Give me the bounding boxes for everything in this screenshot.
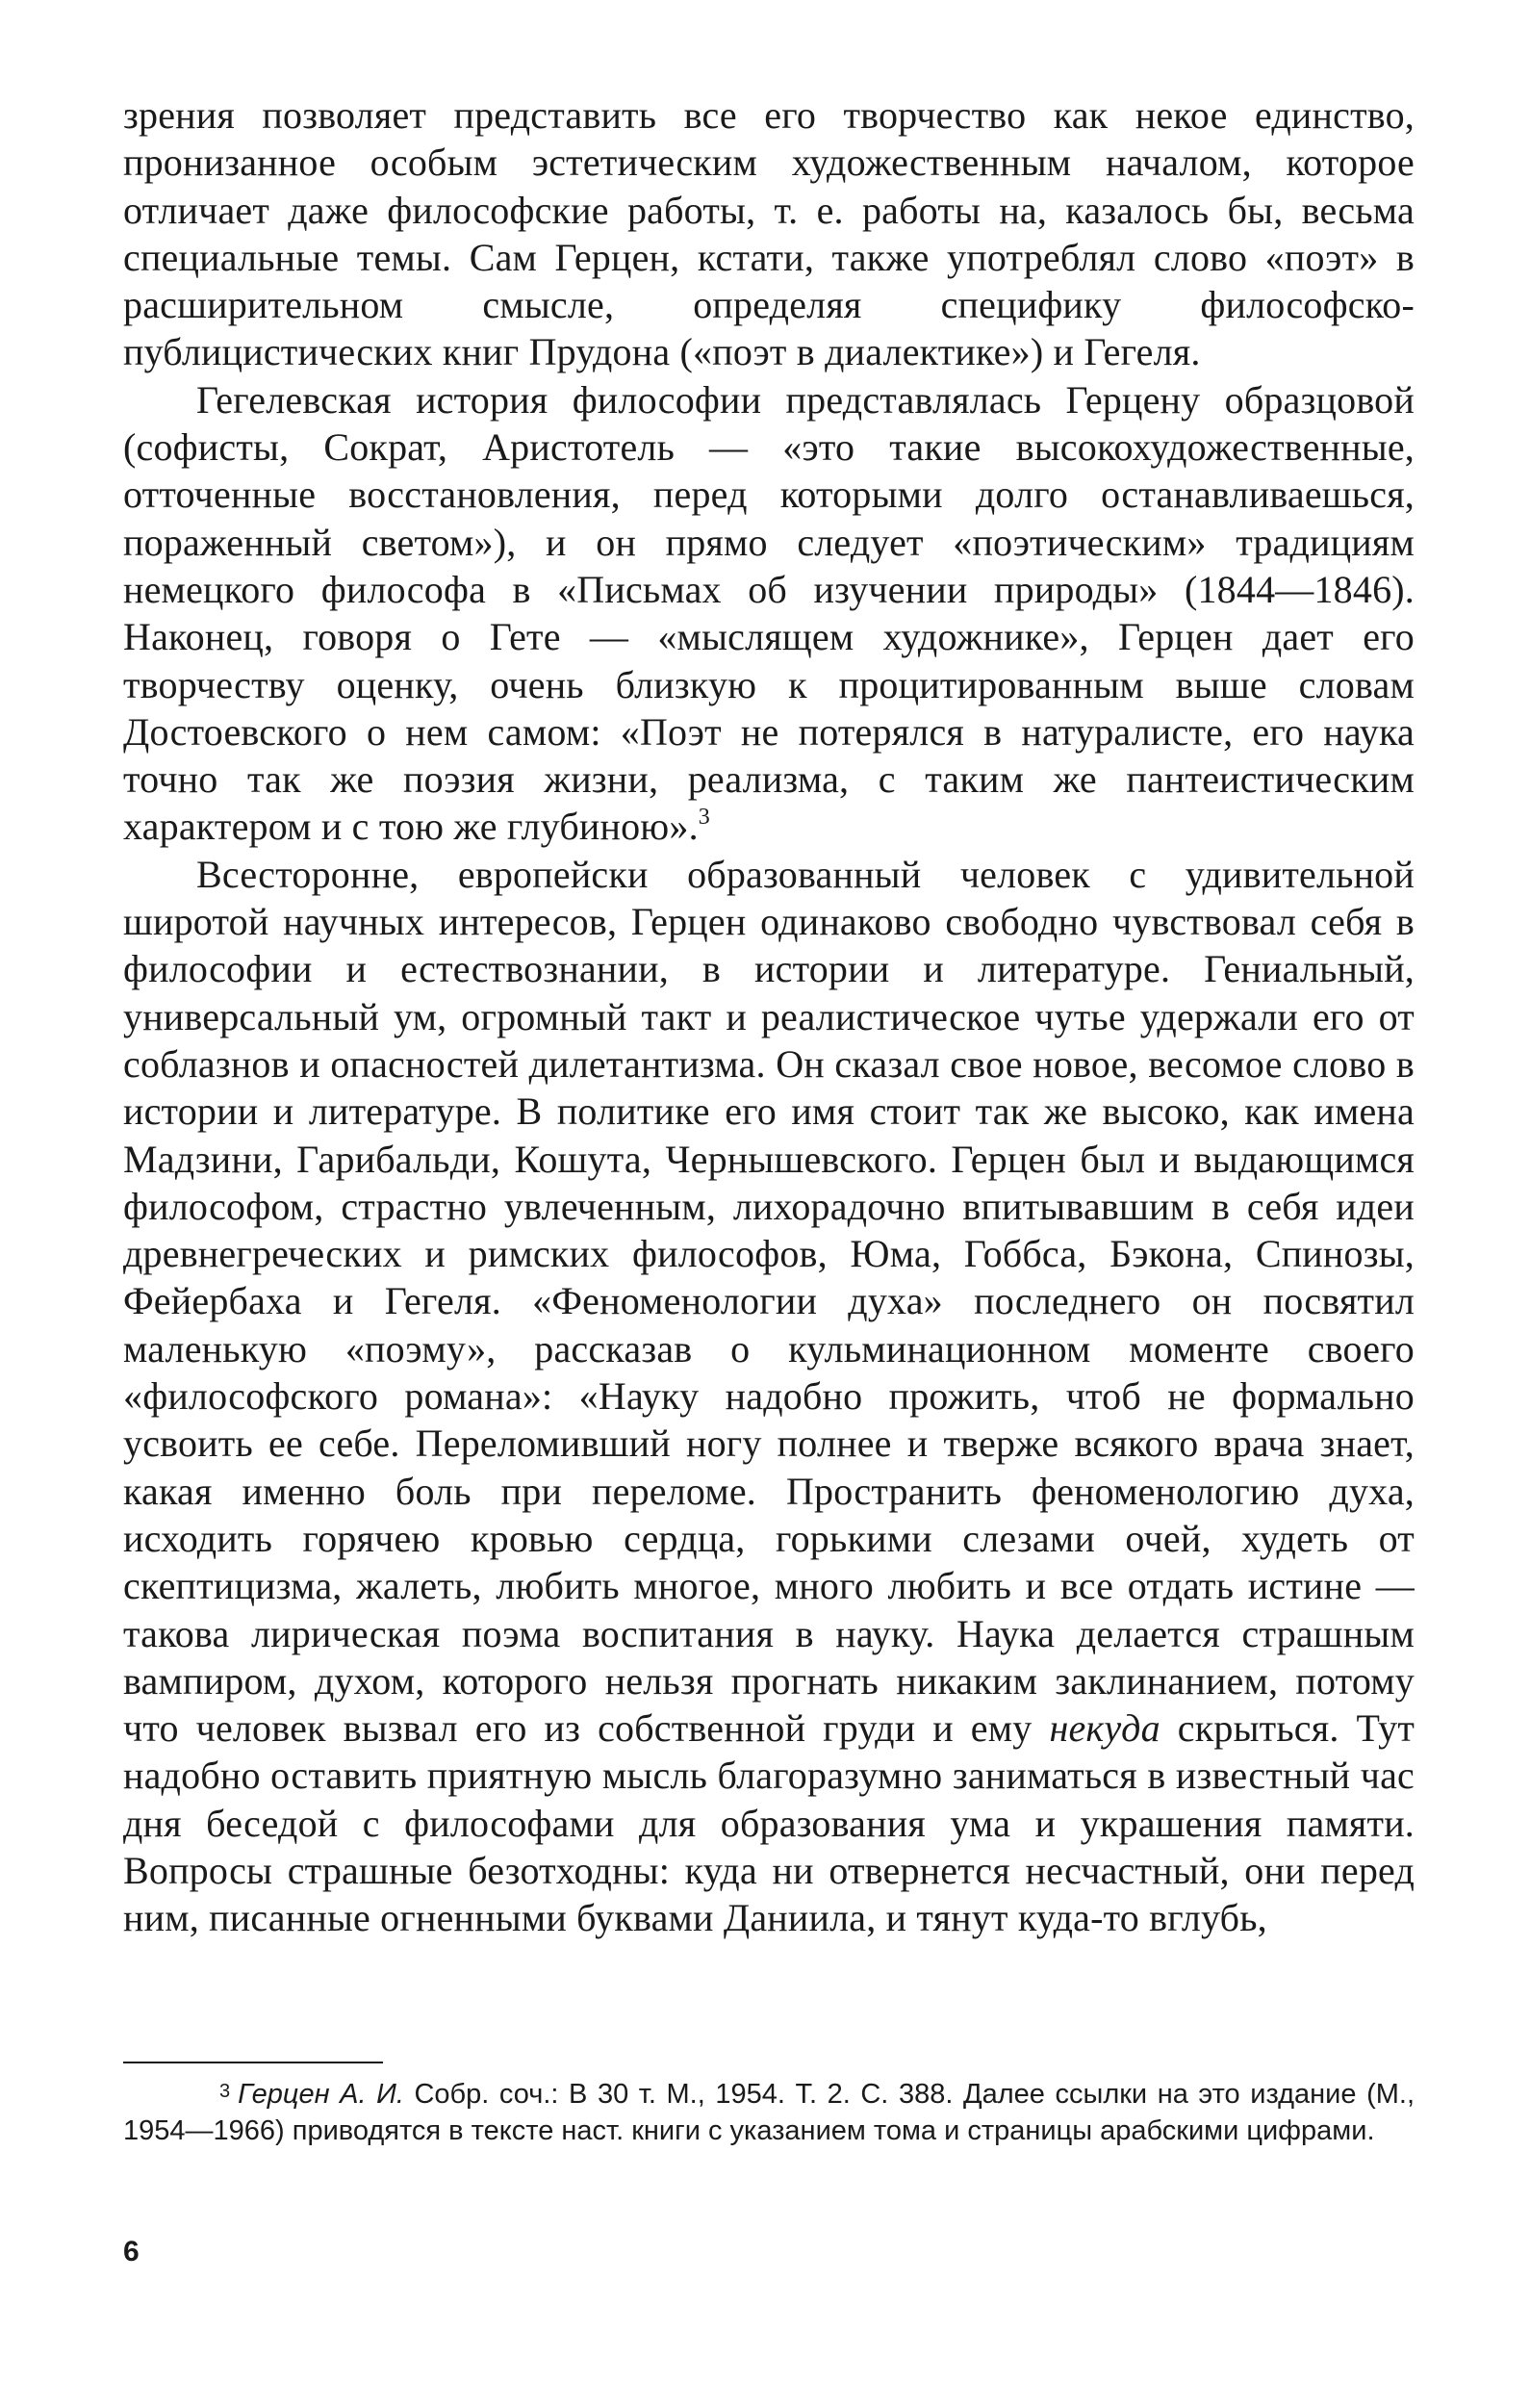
paragraph-2 [123,376,1415,851]
body-text [123,91,1415,1942]
paragraph-3-text-before: Всесторонне, европейски образованный человек с удивительной широтой научных интересов, Герцен одинаково свободно чувствовал себя в философии и естествознании, в истории и литературе. Гениальный, универсальный ум, огромный такт и реалистическое чутье удержали его от соблазнов и опасностей дилетантизма. Он сказал свое новое, весомое слово в истории и литературе. В политике его имя стоит так же высоко, как имена Мадзини, Гарибальди, Кошута, Чернышевского. Герцен был и выдающимся философом, страстно увлеченным, лихорадочно впитывавшим в себя идеи древнегреческих и римских философов, Юма, Гоббса, Бэкона, Спинозы, Фейербаха и Гегеля. «Феноменологии духа» последнего он посвятил маленькую «поэму», рассказав о кульминационном моменте своего «философского романа»: «Науку надобно прожить, чтоб не формально усвоить ее себе. Переломивший ногу полнее и тверже всякого врача знает, какая именно боль при переломе. Пространить феноменологию духа, исходить горячею кровью сердца, горькими слезами очей, худеть от скептицизма, жалеть, любить многое, много любить и все отдать истине — такова лирическая поэма воспитания в науку. Наука делается страшным вампиром, духом, которого нельзя прогнать никаким заклинанием, потому что человек вызвал его из собственной груди и ему [123,852,1415,1751]
emphasized-word: некуда [1049,1706,1160,1751]
footnote-mark: 3 [219,2081,231,2102]
main-text [123,91,1415,1942]
paragraph-1-text: зрения позволяет представить все его творчество как некое единство, пронизанное особым эстетическим художественным началом, которое отличает даже философские работы, т. е. работы на, казалось бы, весьма специальные темы. Сам Герцен, кстати, также употреблял слово «поэт» в расширительном смысле, определяя специфику философско-публицистических книг Прудона («поэт в диалектике») и Гегеля. [123,93,1415,374]
paragraph-1 [123,91,1415,376]
page-number: 6 [123,2236,140,2267]
footnote [123,2077,1415,2149]
footnote-divider [123,2062,383,2063]
footnote-author: Герцен А. И. [238,2079,404,2110]
paragraph-2-text: Гегелевская история философии представлялась Герцену образцовой (софисты, Сократ, Аристотель — «это такие высокохудожественные, отточенные восстановления, перед которыми долго останавливаешься, пораженный светом»), и он прямо следует «поэтическим» традициям немецкого философа в «Письмах об изучении природы» (1844—1846). Наконец, говоря о Гете — «мыслящем художнике», Герцен дает его творчеству оценку, очень близкую к процитированным выше словам Достоевского о нем самом: «Поэт не потерялся в натуралисте, его наука точно так же поэзия жизни, реализма, с таким же пантеистическим характером и с тою же глубиною». [123,377,1415,849]
footnote-text: Собр. соч.: В 30 т. М., 1954. Т. 2. С. 388. Далее ссылки на это издание (М., 1954—1966) приводятся в тексте наст. книги с указанием тома и страницы арабскими цифрами. [123,2079,1415,2146]
paragraph-3 [123,851,1415,1942]
paragraph-3-text-after: скрыться. Тут надобно оставить приятную мысль благоразумно заниматься в известный час дня беседой с философами для образования ума и украшения памяти. Вопросы страшные безотходны: куда ни отвернется несчастный, они перед ним, писанные огненными буквами Даниила, и тянут куда-то вглубь, [123,1706,1415,1940]
footnote-reference[interactable]: 3 [698,805,710,831]
